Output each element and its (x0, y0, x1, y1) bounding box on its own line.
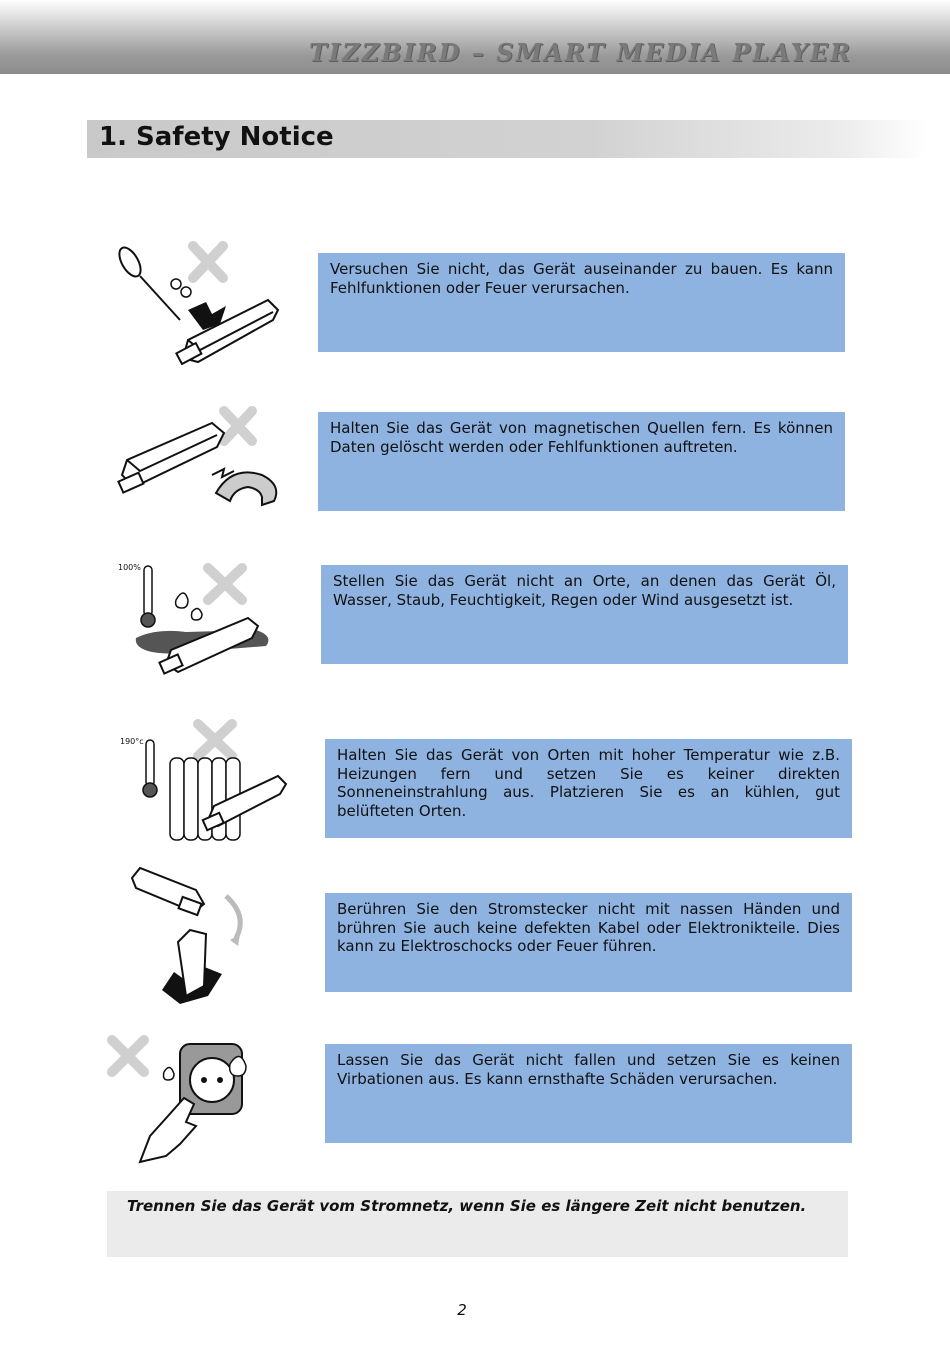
section-title-text: 1. Safety Notice (99, 122, 334, 152)
notice-box-2 (318, 412, 845, 511)
notice-text-6: Lassen Sie das Gerät nicht fallen und setzen Sie es keinen Virbationen aus. Es kann ernsthafte Schäden verursachen. (337, 1051, 840, 1088)
section-heading (87, 120, 927, 158)
header-band (0, 0, 950, 74)
drop-warning-icon (126, 862, 256, 1010)
notice-text-1: Versuchen Sie nicht, das Gerät auseinander zu bauen. Es kann Fehlfunktionen oder Feuer verursachen. (330, 260, 833, 297)
notice-box-6 (325, 1044, 852, 1143)
notice-text-2: Halten Sie das Gerät von magnetischen Quellen fern. Es können Daten gelöscht werden oder Fehlfunktionen auftreten. (330, 419, 833, 456)
notice-box-5 (325, 893, 852, 992)
footer-note (107, 1191, 848, 1257)
notice-text-4: Halten Sie das Gerät von Orten mit hoher Temperatur wie z.B. Heizungen fern und setzen Sie es keiner direkten Sonneneinstrahlung aus. Platzieren Sie es an kühlen, gut belüfteten Orten. (337, 746, 840, 820)
footer-note-text: Trennen Sie das Gerät vom Stromnetz, wenn Sie es längere Zeit nicht benutzen. (127, 1197, 807, 1215)
disassembly-warning-icon (108, 240, 288, 365)
notice-box-4 (325, 739, 852, 838)
notice-box-1 (318, 253, 845, 352)
wet-plug-warning-icon (106, 1032, 256, 1167)
thermo-label-2: 190°c (120, 737, 144, 746)
page-number: 2 (457, 1301, 467, 1319)
brand-title: TIZZBIRD – SMART MEDIA PLAYER (309, 38, 852, 67)
magnet-warning-icon (112, 405, 287, 515)
liquid-warning-icon (116, 560, 276, 678)
notice-text-3: Stellen Sie das Gerät nicht an Orte, an denen das Gerät Öl, Wasser, Staub, Feuchtigkeit, Regen oder Wind ausgesetzt ist. (333, 572, 836, 609)
notice-text-5: Berühren Sie den Stromstecker nicht mit nassen Händen und brühren Sie auch keine defekten Kabel oder Elektronikteile. Dies kann zu Elektroschocks oder Feuer führen. (337, 900, 840, 955)
heat-warning-icon (118, 718, 288, 843)
thermo-label-1: 100% (118, 563, 141, 572)
notice-box-3 (321, 565, 848, 664)
